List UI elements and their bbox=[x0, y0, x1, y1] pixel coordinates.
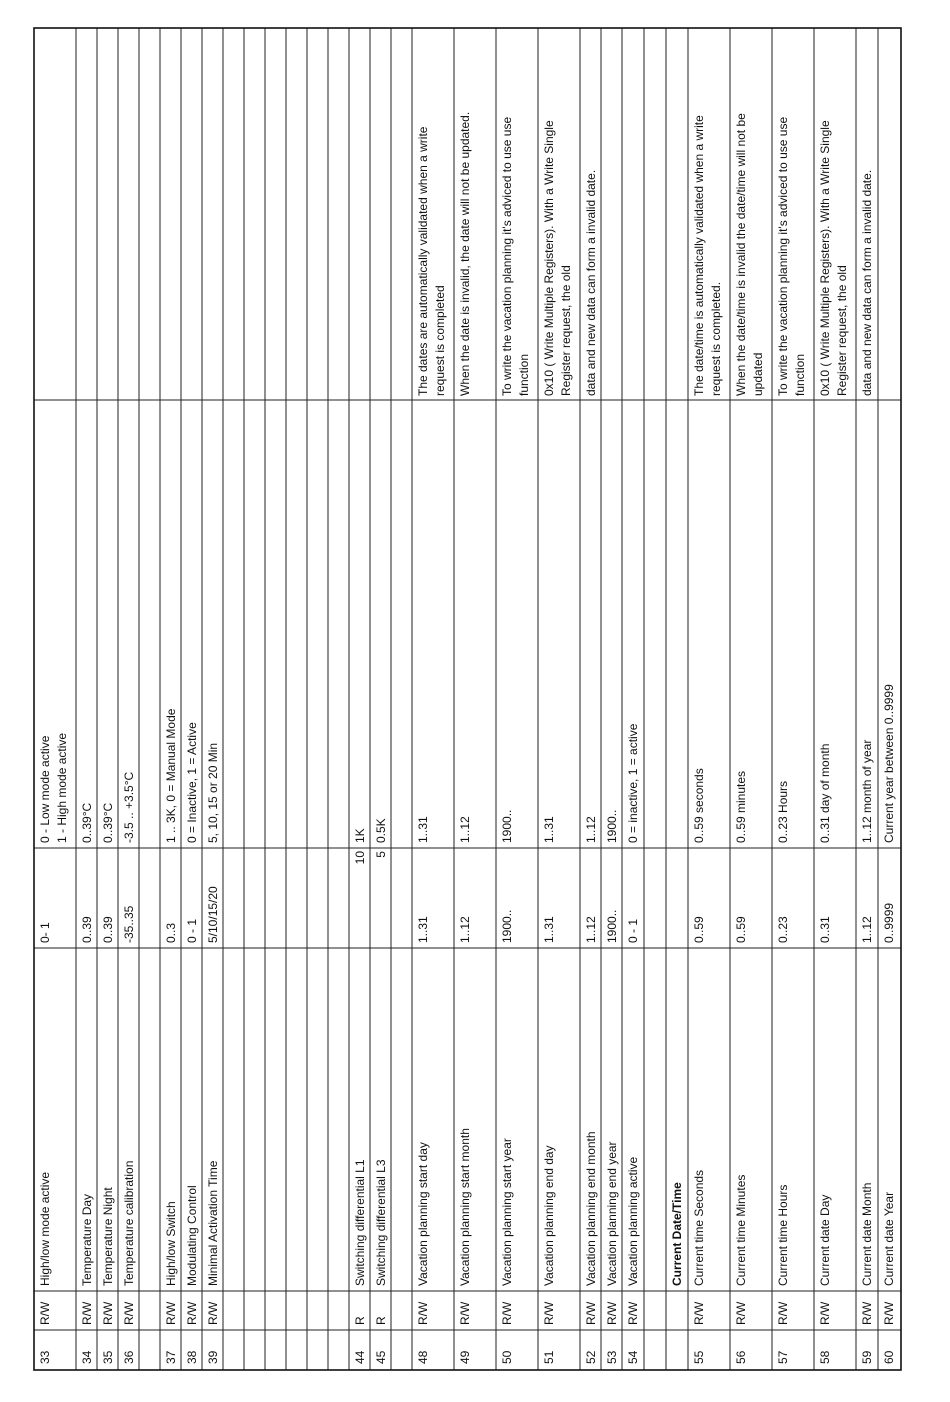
value-description: 0..59 minutes bbox=[734, 770, 748, 843]
access-mode: R/W bbox=[101, 1301, 115, 1325]
value-description: 0 = inactive, 1 = active bbox=[626, 723, 640, 843]
access-mode: R/W bbox=[500, 1301, 514, 1325]
remark-text: Register request, the old bbox=[559, 265, 573, 396]
register-address: 56 bbox=[734, 1350, 748, 1364]
register-address: 55 bbox=[692, 1350, 706, 1364]
raw-value: 5 bbox=[374, 851, 388, 858]
access-mode: R/W bbox=[122, 1301, 136, 1325]
register-address: 58 bbox=[818, 1350, 832, 1364]
register-name: Vacation planning start month bbox=[458, 1128, 472, 1286]
access-mode: R/W bbox=[734, 1301, 748, 1325]
register-name: Temperature Day bbox=[80, 1193, 94, 1286]
value-description: 0..39°C bbox=[80, 802, 94, 843]
value-description: 1..31 bbox=[542, 816, 556, 843]
register-name: Minimal Activation Time bbox=[206, 1160, 220, 1286]
register-name: Current time Seconds bbox=[692, 1169, 706, 1286]
register-address: 51 bbox=[542, 1350, 556, 1364]
value-description: Current year between 0..9999 bbox=[882, 684, 896, 843]
access-mode: R/W bbox=[206, 1301, 220, 1325]
table-cells bbox=[38, 112, 896, 1364]
access-mode: R/W bbox=[38, 1301, 52, 1325]
register-range: 1..31 bbox=[542, 916, 556, 943]
register-range: 0 - 1 bbox=[626, 918, 640, 943]
register-range: 1900.. bbox=[605, 909, 619, 943]
access-mode: R/W bbox=[776, 1301, 790, 1325]
register-name: Vacation planning active bbox=[626, 1156, 640, 1286]
register-range: 1..31 bbox=[416, 916, 430, 943]
remark-text: 0x10 ( Write Multiple Registers). With a Write Single bbox=[818, 120, 832, 396]
access-mode: R/W bbox=[605, 1301, 619, 1325]
register-range: 0..3 bbox=[164, 922, 178, 943]
register-range: 1..12 bbox=[584, 916, 598, 943]
access-mode: R/W bbox=[458, 1301, 472, 1325]
remark-text: function bbox=[517, 353, 531, 396]
register-address: 36 bbox=[122, 1350, 136, 1364]
access-mode: R/W bbox=[818, 1301, 832, 1325]
remark-text: 0x10 ( Write Multiple Registers). With a Write Single bbox=[542, 120, 556, 396]
access-mode: R/W bbox=[80, 1301, 94, 1325]
access-mode: R/W bbox=[416, 1301, 430, 1325]
access-mode: R/W bbox=[692, 1301, 706, 1325]
register-address: 50 bbox=[500, 1350, 514, 1364]
register-range: -35..35 bbox=[122, 905, 136, 943]
register-address: 37 bbox=[164, 1350, 178, 1364]
value-description: 1..12 month of year bbox=[860, 739, 874, 843]
register-range: 1900.. bbox=[500, 909, 514, 943]
register-address: 48 bbox=[416, 1350, 430, 1364]
value-description: 1K bbox=[353, 828, 367, 843]
value-description: 0..31 day of month bbox=[818, 743, 832, 843]
register-name: Current date Day bbox=[818, 1194, 832, 1286]
remark-text: The dates are automatically validated when a write bbox=[416, 126, 430, 396]
register-range: 0..59 bbox=[692, 916, 706, 943]
register-range: 0..39 bbox=[101, 916, 115, 943]
remark-text: request is completed bbox=[433, 285, 447, 396]
remark-text: updated bbox=[751, 352, 765, 396]
register-name: Vacation planning start day bbox=[416, 1142, 430, 1286]
register-name: Switching differential L3 bbox=[374, 1159, 388, 1286]
remark-text: function bbox=[793, 353, 807, 396]
register-address: 39 bbox=[206, 1350, 220, 1364]
remark-text: data and new data can form a invalid date. bbox=[860, 169, 874, 396]
access-mode: R/W bbox=[584, 1301, 598, 1325]
access-mode: R bbox=[374, 1316, 388, 1325]
register-name: Vacation planning end year bbox=[605, 1141, 619, 1286]
value-description: 0..39°C bbox=[101, 802, 115, 843]
register-range: 0..59 bbox=[734, 916, 748, 943]
remark-text: To write the vacation planning it's adviced to use use bbox=[776, 116, 790, 396]
access-mode: R/W bbox=[626, 1301, 640, 1325]
remark-text: Register request, the old bbox=[835, 265, 849, 396]
value-description: 0 = Inactive, 1 = Active bbox=[185, 722, 199, 843]
register-range: 0..39 bbox=[80, 916, 94, 943]
access-mode: R/W bbox=[542, 1301, 556, 1325]
register-name: Current Date/Time bbox=[670, 1182, 684, 1286]
register-address: 57 bbox=[776, 1350, 790, 1364]
register-address: 52 bbox=[584, 1350, 598, 1364]
value-description: -3.5 .. +3.5°C bbox=[122, 771, 136, 843]
register-name: Current date Month bbox=[860, 1182, 874, 1286]
register-range: 0- 1 bbox=[38, 922, 52, 943]
register-name: Temperature Night bbox=[101, 1187, 115, 1286]
value-description: 1..12 bbox=[458, 816, 472, 843]
register-name: Vacation planning end month bbox=[584, 1131, 598, 1286]
register-name: Current time Hours bbox=[776, 1184, 790, 1286]
value-description: 0.5K bbox=[374, 818, 388, 843]
value-description: 0..59 seconds bbox=[692, 768, 706, 843]
value-description: 1..12 bbox=[584, 816, 598, 843]
register-address: 34 bbox=[80, 1350, 94, 1364]
remark-text: To write the vacation planning it's adviced to use use bbox=[500, 116, 514, 396]
value-description: 1 .. 3K, 0 = Manual Mode bbox=[164, 708, 178, 843]
register-address: 44 bbox=[353, 1350, 367, 1364]
value-description: 5, 10, 15 or 20 Min bbox=[206, 742, 220, 843]
register-address: 59 bbox=[860, 1350, 874, 1364]
register-name: Temperature calibration bbox=[122, 1160, 136, 1286]
remark-text: When the date/time is invalid the date/time will not be bbox=[734, 113, 748, 396]
register-address: 35 bbox=[101, 1350, 115, 1364]
register-name: Switching differential L1 bbox=[353, 1159, 367, 1286]
access-mode: R/W bbox=[882, 1301, 896, 1325]
register-address: 53 bbox=[605, 1350, 619, 1364]
value-description: 1 - High mode active bbox=[55, 732, 69, 843]
register-name: Current time Minutes bbox=[734, 1174, 748, 1286]
register-address: 45 bbox=[374, 1350, 388, 1364]
register-name: Vacation planning start year bbox=[500, 1138, 514, 1286]
remark-text: The date/time is automatically validated when a write bbox=[692, 115, 706, 396]
register-range: 1..12 bbox=[458, 916, 472, 943]
access-mode: R/W bbox=[860, 1301, 874, 1325]
access-mode: R bbox=[353, 1316, 367, 1325]
register-name: Modulating Control bbox=[185, 1185, 199, 1286]
value-description: 1..31 bbox=[416, 816, 430, 843]
remark-text: data and new data can form a invalid date. bbox=[584, 169, 598, 396]
remark-text: request is completed. bbox=[709, 281, 723, 396]
value-description: 0 - Low mode active bbox=[38, 735, 52, 843]
register-address: 33 bbox=[38, 1350, 52, 1364]
register-address: 49 bbox=[458, 1350, 472, 1364]
register-range: 0..23 bbox=[776, 916, 790, 943]
register-name: High/low Switch bbox=[164, 1201, 178, 1286]
register-range: 0..9999 bbox=[882, 902, 896, 943]
register-range: 5/10/15/20 bbox=[206, 886, 220, 943]
register-range: 1..12 bbox=[860, 916, 874, 943]
value-description: 1900.. bbox=[605, 809, 619, 843]
register-address: 60 bbox=[882, 1350, 896, 1364]
access-mode: R/W bbox=[185, 1301, 199, 1325]
remark-text: When the date is invalid, the date will not be updated. bbox=[458, 111, 472, 396]
register-name: Vacation planning end day bbox=[542, 1145, 556, 1286]
register-address: 38 bbox=[185, 1350, 199, 1364]
register-range: 0 - 1 bbox=[185, 918, 199, 943]
register-name: Current date Year bbox=[882, 1191, 896, 1286]
register-address: 54 bbox=[626, 1350, 640, 1364]
access-mode: R/W bbox=[164, 1301, 178, 1325]
value-description: 1900.. bbox=[500, 809, 514, 843]
register-range: 0..31 bbox=[818, 916, 832, 943]
value-description: 0..23 Hours bbox=[776, 780, 790, 843]
raw-value: 10 bbox=[353, 851, 367, 865]
register-name: High/low mode active bbox=[38, 1171, 52, 1286]
